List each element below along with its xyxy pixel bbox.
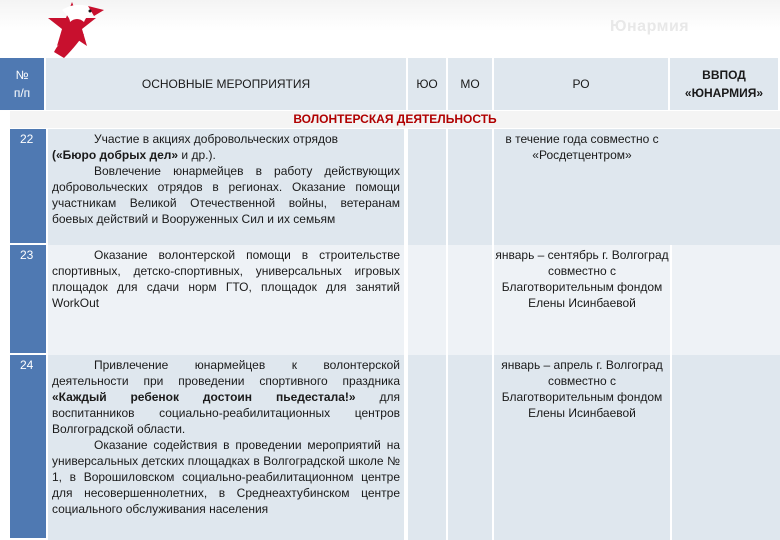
header-yo: ЮО [408,58,448,110]
row-yo-cell [408,245,448,355]
row-description [48,355,404,540]
row-yo-cell [408,355,448,540]
row-vvpod-cell [670,129,780,245]
row-number: 23 [10,245,46,355]
row-text: Вовлечение юнармейцев в работу действующих добровольческих отрядов в регионах. Оказание помощи участникам Великой Отечественной войны, ветеранам боевых действий и Вооруженных Сил и их семьям [52,164,400,226]
row-number: 24 [10,355,46,540]
header-vvpod-line1: ВВПОД [702,68,746,82]
row-number: 22 [10,129,46,245]
row-text: для воспитанников социально-реабилитационных центров Волгоградской области. [52,390,400,436]
header-vvpod-line2: «ЮНАРМИЯ» [684,86,764,100]
row-text: и др.). [178,148,216,162]
header-number-abbr: п/п [13,86,31,100]
row-mo-cell [448,129,494,245]
row-description [48,245,404,355]
top-banner [0,0,780,58]
header-vvpod [670,58,780,110]
header-number [0,58,46,110]
header-main-events: ОСНОВНЫЕ МЕРОПРИЯТИЯ [46,58,408,110]
row-ro-cell: январь – сентябрь г. Волгоград совместно с Благотворительным фондом Елены Исинбаевой [494,245,670,355]
row-description [48,129,404,245]
row-bold-text: («Бюро добрых дел» [52,148,179,162]
banner-title: Юнармия [610,18,690,35]
header-ro: РО [494,58,670,110]
header-number-symbol: № [15,68,29,82]
row-ro-cell: в течение года совместно с «Росдетцентром» [494,129,670,245]
yunarmiya-eagle-star-logo [40,0,110,62]
row-text: Оказание содействия в проведении мероприятий на универсальных детских площадках в Волгоградской школе № 1, в Ворошиловском социально-реабилитационном центре для несовершеннолетних, в Среднеахтубинском центре социального обслуживания населения [52,438,400,516]
row-mo-cell [448,245,494,355]
row-vvpod-cell [670,245,780,355]
row-text: Оказание волонтерской помощи в строительстве спортивных, детско-спортивных, универсальных игровых площадок для сдачи норм ГТО, площадок для занятий WorkOut [52,248,400,310]
row-vvpod-cell [670,355,780,540]
row-text: Привлечение юнармейцев к волонтерской деятельности при проведении спортивного праздника [52,358,400,388]
row-ro-cell: январь – апрель г. Волгоград совместно с Благотворительным фондом Елены Исинбаевой [494,355,670,540]
row-text: Участие в акциях добровольческих отрядов [94,132,339,146]
row-bold-text: «Каждый ребенок достоин пьедестала!» [52,390,356,404]
row-yo-cell [408,129,448,245]
section-title: ВОЛОНТЕРСКАЯ ДЕЯТЕЛЬНОСТЬ [10,111,780,128]
header-mo: МО [448,58,494,110]
row-mo-cell [448,355,494,540]
